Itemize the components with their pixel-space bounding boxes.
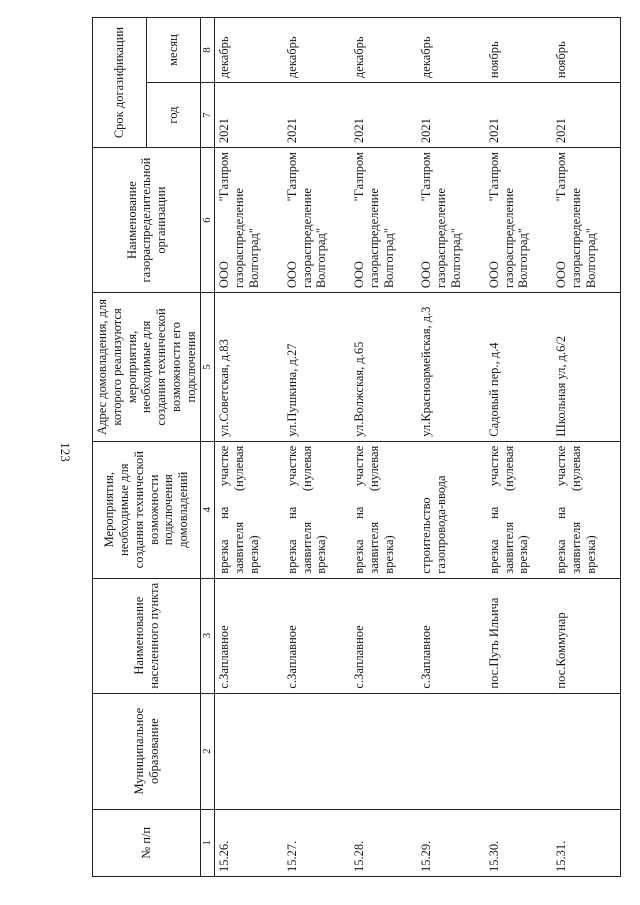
row-settlement: пос.Коммунар — [552, 578, 620, 693]
header-term: Срок догазификации — [93, 18, 147, 148]
header-row-1 — [93, 18, 147, 877]
header-year: год — [147, 83, 201, 148]
row-municipality — [485, 693, 552, 809]
column-number: 2 — [201, 693, 215, 809]
header-distributor: Наименование газораспределительной организации — [93, 148, 201, 293]
header-measures: Мероприятия, необходимые для создания технической возможности подключения домовладений — [93, 441, 201, 578]
table-row — [350, 18, 417, 877]
row-distributor: ООО "Газпром газораспределение Волгоград" — [417, 148, 484, 293]
row-year: 2021 — [485, 83, 552, 148]
row-measure: врезка на участке заявителя (нулевая врезка) — [552, 441, 620, 578]
row-month: декабрь — [417, 18, 484, 83]
row-distributor: ООО "Газпром газораспределение Волгоград" — [215, 148, 283, 293]
row-distributor: ООО "Газпром газораспределение Волгоград" — [485, 148, 552, 293]
row-settlement: с.Заплавное — [417, 578, 484, 693]
table-row — [552, 18, 620, 877]
column-number-row — [201, 18, 215, 877]
row-year: 2021 — [417, 83, 484, 148]
row-month: ноябрь — [552, 18, 620, 83]
column-number: 5 — [201, 293, 215, 442]
table-row — [215, 18, 283, 877]
row-num: 15.30. — [485, 809, 552, 876]
column-number: 7 — [201, 83, 215, 148]
row-measure: врезка на участке заявителя (нулевая врезка) — [215, 441, 283, 578]
row-address: ул.Волжская, д.65 — [350, 293, 417, 442]
row-municipality — [215, 693, 283, 809]
row-measure: врезка на участке заявителя (нулевая врезка) — [350, 441, 417, 578]
header-address: Адрес домовладения, для которого реализуются мероприятия, необходимые для создания технической возможности его подключения — [93, 293, 201, 442]
row-month: ноябрь — [485, 18, 552, 83]
row-address: ул.Пушкина, д.27 — [283, 293, 350, 442]
row-distributor: ООО "Газпром газораспределение Волгоград" — [283, 148, 350, 293]
row-measure: врезка на участке заявителя (нулевая врезка) — [283, 441, 350, 578]
row-num: 15.26. — [215, 809, 283, 876]
row-settlement: пос.Путь Ильича — [485, 578, 552, 693]
row-distributor: ООО "Газпром газораспределение Волгоград" — [350, 148, 417, 293]
column-number: 3 — [201, 578, 215, 693]
row-measure: врезка на участке заявителя (нулевая врезка) — [485, 441, 552, 578]
column-number: 6 — [201, 148, 215, 293]
header-month: месяц — [147, 18, 201, 83]
table-row — [283, 18, 350, 877]
column-number: 1 — [201, 809, 215, 876]
row-year: 2021 — [350, 83, 417, 148]
row-month: декабрь — [350, 18, 417, 83]
row-settlement: с.Заплавное — [350, 578, 417, 693]
rotated-table-container — [92, 17, 598, 877]
row-municipality — [552, 693, 620, 809]
row-year: 2021 — [552, 83, 620, 148]
table-row — [417, 18, 484, 877]
row-month: декабрь — [283, 18, 350, 83]
row-address: Школьная ул, д.6/2 — [552, 293, 620, 442]
row-num: 15.27. — [283, 809, 350, 876]
row-address: ул.Красноармейская, д.3 — [417, 293, 484, 442]
header-num: № п/п — [93, 809, 201, 876]
column-number: 8 — [201, 18, 215, 83]
header-settlement: Наименование населенного пункта — [93, 578, 201, 693]
row-year: 2021 — [215, 83, 283, 148]
row-num: 15.29. — [417, 809, 484, 876]
row-year: 2021 — [283, 83, 350, 148]
table-row — [485, 18, 552, 877]
row-address: ул.Советская, д.83 — [215, 293, 283, 442]
row-num: 15.31. — [552, 809, 620, 876]
row-municipality — [417, 693, 484, 809]
header-municipality: Муниципальное образование — [93, 693, 201, 809]
column-number: 4 — [201, 441, 215, 578]
row-address: Садовый пер., д.4 — [485, 293, 552, 442]
row-municipality — [350, 693, 417, 809]
row-measure: строительство газопровода-ввода — [417, 441, 484, 578]
gasification-table — [92, 17, 621, 877]
row-settlement: с.Заплавное — [215, 578, 283, 693]
row-municipality — [283, 693, 350, 809]
row-num: 15.28. — [350, 809, 417, 876]
page-number: 123 — [58, 442, 73, 462]
row-month: декабрь — [215, 18, 283, 83]
row-settlement: с.Заплавное — [283, 578, 350, 693]
row-distributor: ООО "Газпром газораспределение Волгоград" — [552, 148, 620, 293]
